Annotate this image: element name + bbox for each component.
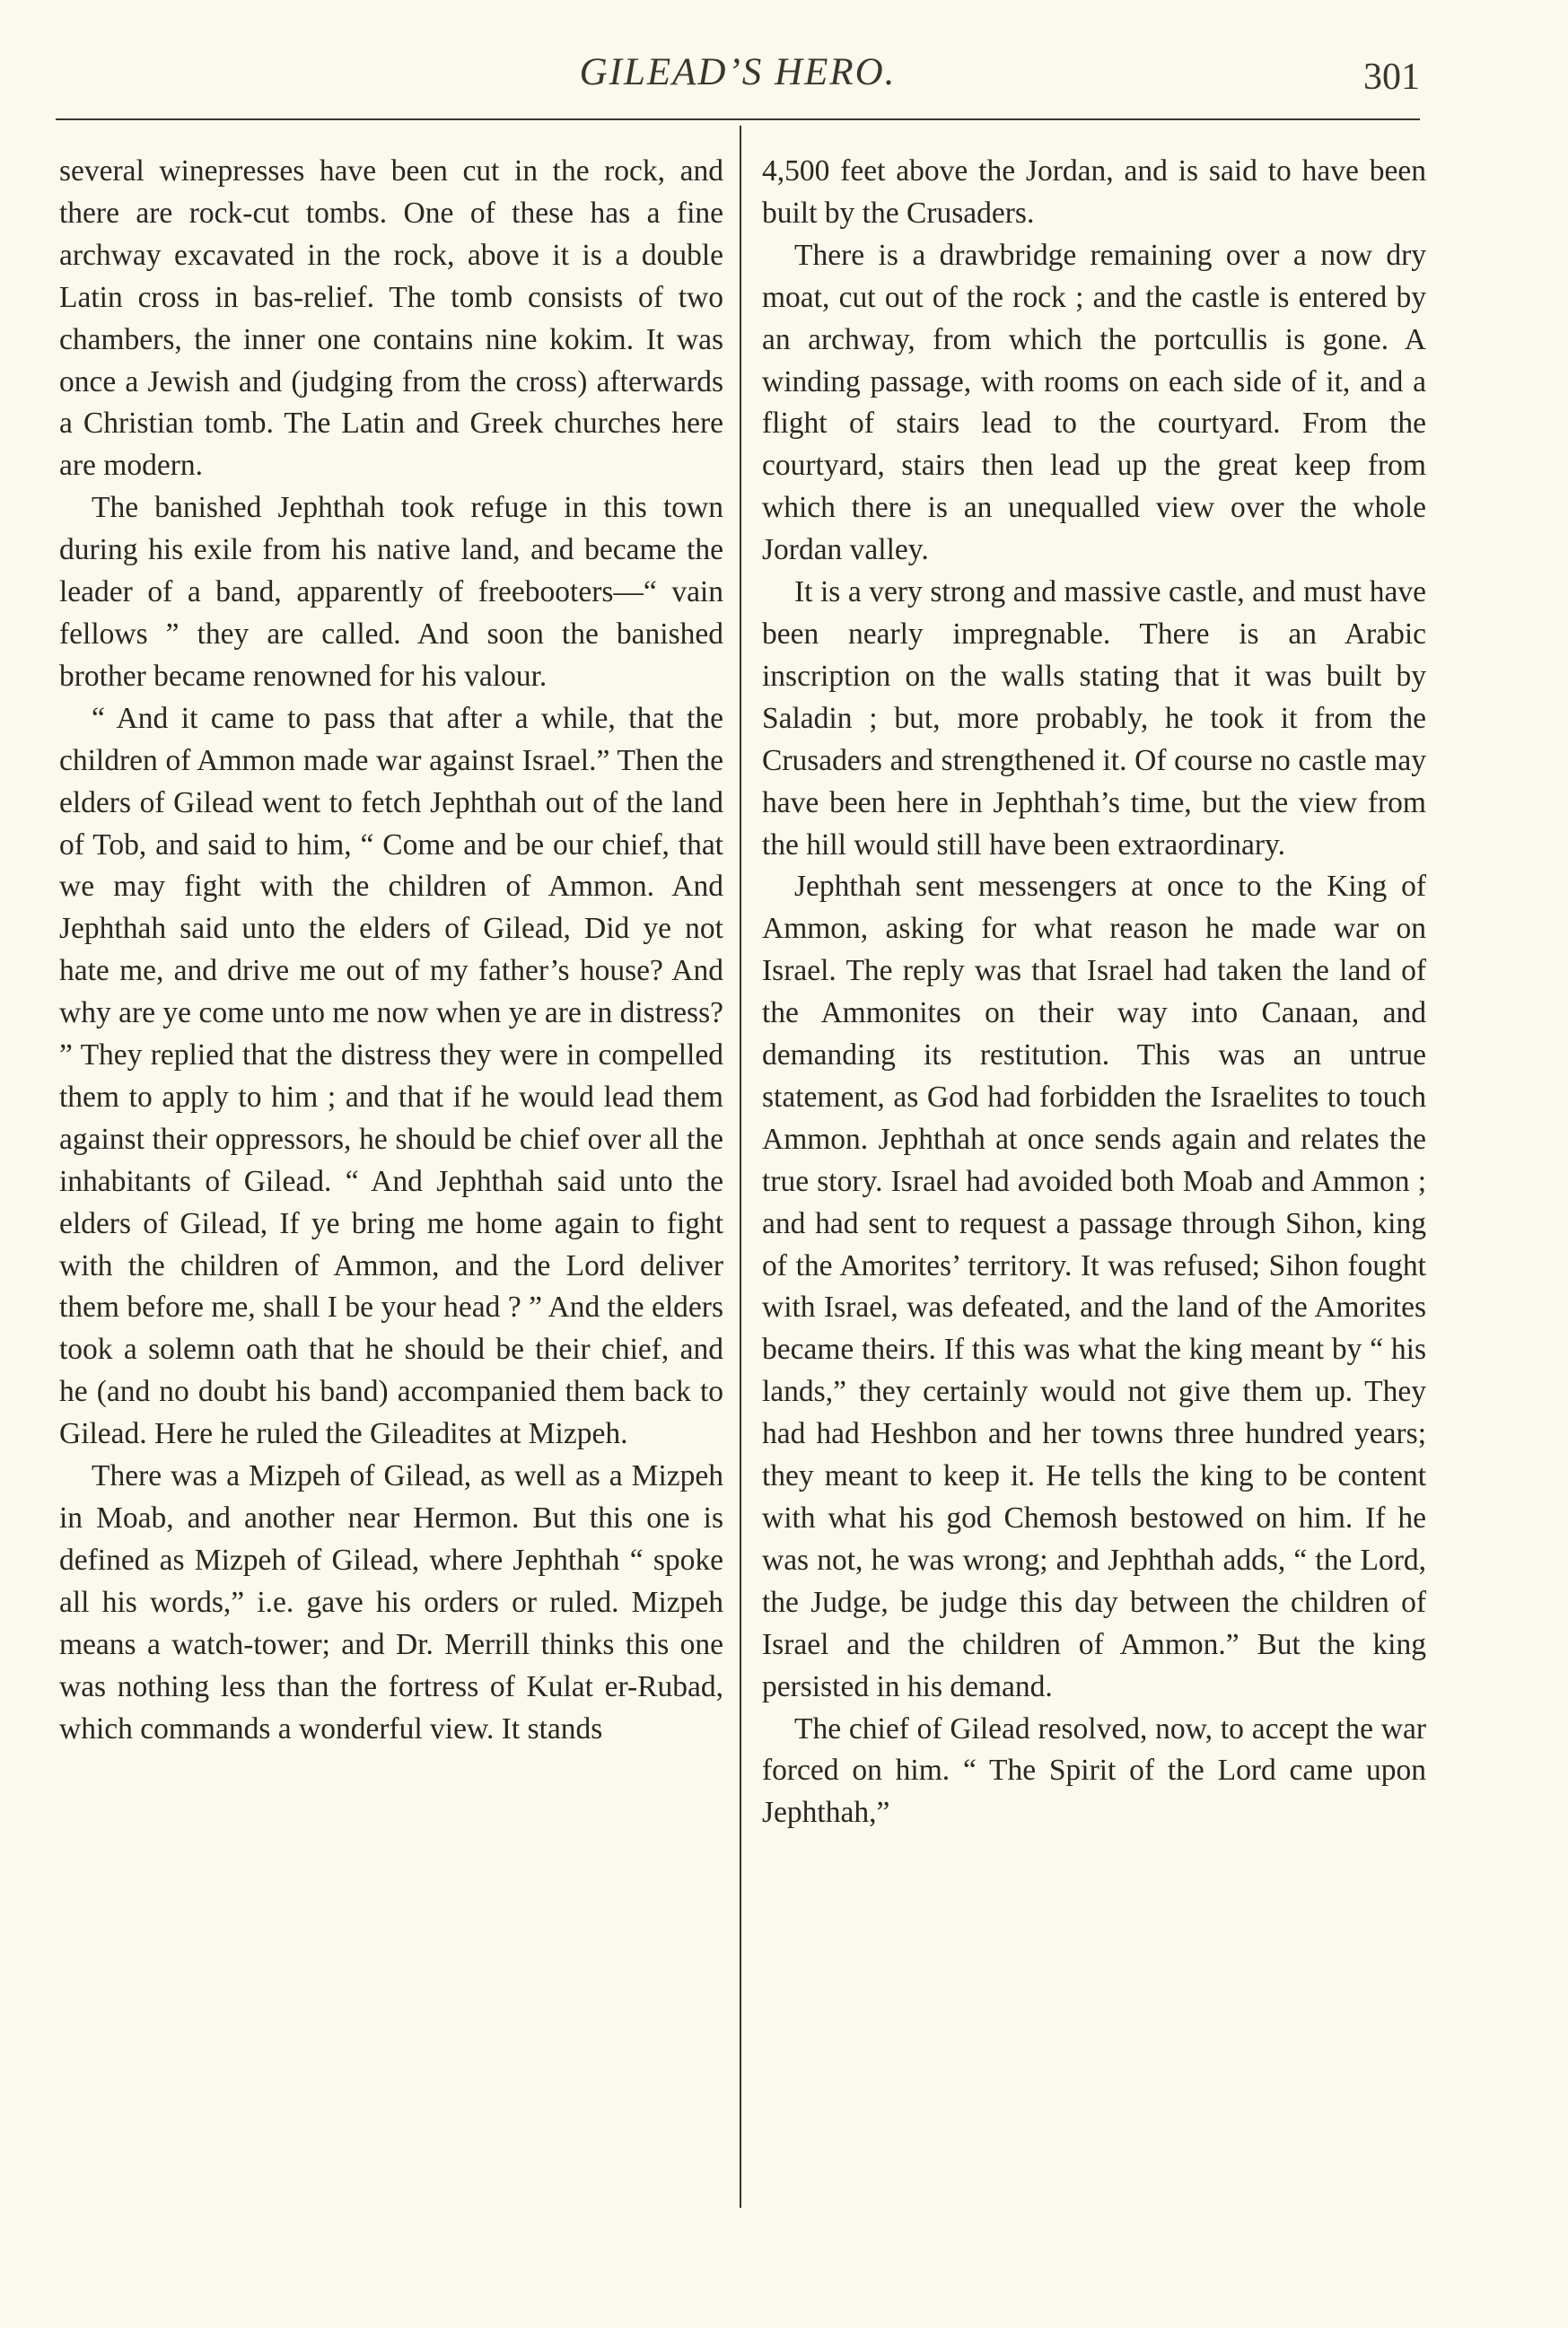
page-header: [56, 50, 1420, 122]
paragraph: The chief of Gilead resolved, now, to accept the war forced on him. “ The Spirit of the Lord came upon Jephthah,”: [762, 1711, 1426, 1830]
paragraph: several winepresses have been cut in the rock, and there are rock-cut tombs. One of these has a fine archway excavated in the rock, above it is a double Latin cross in bas-relief. The tomb consists of two chambers, the inner one contains nine kokim. It was once a Jewish and (judging from the cross) afterwards a Christian tomb. The Latin and Greek churches here are modern.: [59, 154, 723, 483]
column-divider: [740, 126, 741, 2208]
paragraph: It is a very strong and massive castle, and must have been nearly impregnable. There is an Arabic inscription on the walls stating that it was built by Saladin ; but, more probably, he took it from the Crusaders and strengthened it. Of course no castle may have been here in Jephthah’s time, but the view from the hill would still have been extraordinary.: [762, 575, 1426, 862]
paragraph: “ And it came to pass that after a while, that the children of Ammon made war against Israel.” Then the elders of Gilead went to fetch Jephthah out of the land of Tob, and said to him, “ Come and be our chief, that we may fight with the children of Ammon. And Jephthah said unto the elders of Gilead, Did ye not hate me, and drive me out of my father’s house? And why are ye come unto me now when ye are in distress? ” They replied that the distress they were in compelled them to apply to him ; and that if he would lead them against their oppressors, he should be chief over all the inhabitants of Gilead. “ And Jephthah said unto the elders of Gilead, If ye bring me home again to fight with the children of Ammon, and the Lord deliver them before me, shall I be your head ? ” And the elders took a solemn oath that he should be their chief, and he (and no doubt his band) accompanied them back to Gilead. Here he ruled the Gileadites at Mizpeh.: [59, 701, 723, 1451]
paragraph: There is a drawbridge remaining over a now dry moat, cut out of the rock ; and the castle is entered by an archway, from which the portcullis is gone. A winding passage, with rooms on each side of it, and a flight of stairs lead to the courtyard. From the courtyard, stairs then lead up the great keep from which there is an unequalled view over the whole Jordan valley.: [762, 238, 1426, 567]
paragraph: 4,500 feet above the Jordan, and is said to have been built by the Crusaders.: [762, 154, 1426, 230]
header-rule: [56, 118, 1420, 120]
paragraph: The banished Jephthah took refuge in this town during his exile from his native land, and became the leader of a band, apparently of freebooters—“ vain fellows ” they are called. And soon the banished brother became renowned for his valour.: [59, 491, 723, 693]
running-title: GILEAD’S HERO.: [579, 51, 897, 93]
paragraph: Jephthah sent messengers at once to the King of Ammon, asking for what reason he made war on Israel. The reply was that Israel had taken the land of the Ammonites on their way into Canaan, and demanding its restitution. This was an untrue statement, as God had forbidden the Israelites to touch Ammon. Jephthah at once sends again and relates the true story. Israel had avoided both Moab and Ammon ; and had sent to request a passage through Sihon, king of the Amorites’ territory. It was refused; Sihon fought with Israel, was defeated, and the land of the Amorites became theirs. If this was what the king meant by “ his lands,” they certainly would not give them up. They had had Heshbon and her towns three hundred years; they meant to keep it. He tells the king to be content with what his god Chemosh bestowed on him. If he was not, he was wrong; and Jephthah adds, “ the Lord, the Judge, be judge this day between the children of Israel and the children of Ammon.” But the king persisted in his demand.: [762, 870, 1426, 1703]
right-column: [762, 151, 1426, 1834]
paragraph: There was a Mizpeh of Gilead, as well as a Mizpeh in Moab, and another near Hermon. But this one is defined as Mizpeh of Gilead, where Jephthah “ spoke all his words,” i.e. gave his orders or ruled. Mizpeh means a watch-tower; and Dr. Merrill thinks this one was nothing less than the fortress of Kulat er-Rubad, which commands a wonderful view. It stands: [59, 1459, 723, 1746]
left-column: [59, 151, 723, 1750]
page-number: 301: [1363, 57, 1420, 98]
